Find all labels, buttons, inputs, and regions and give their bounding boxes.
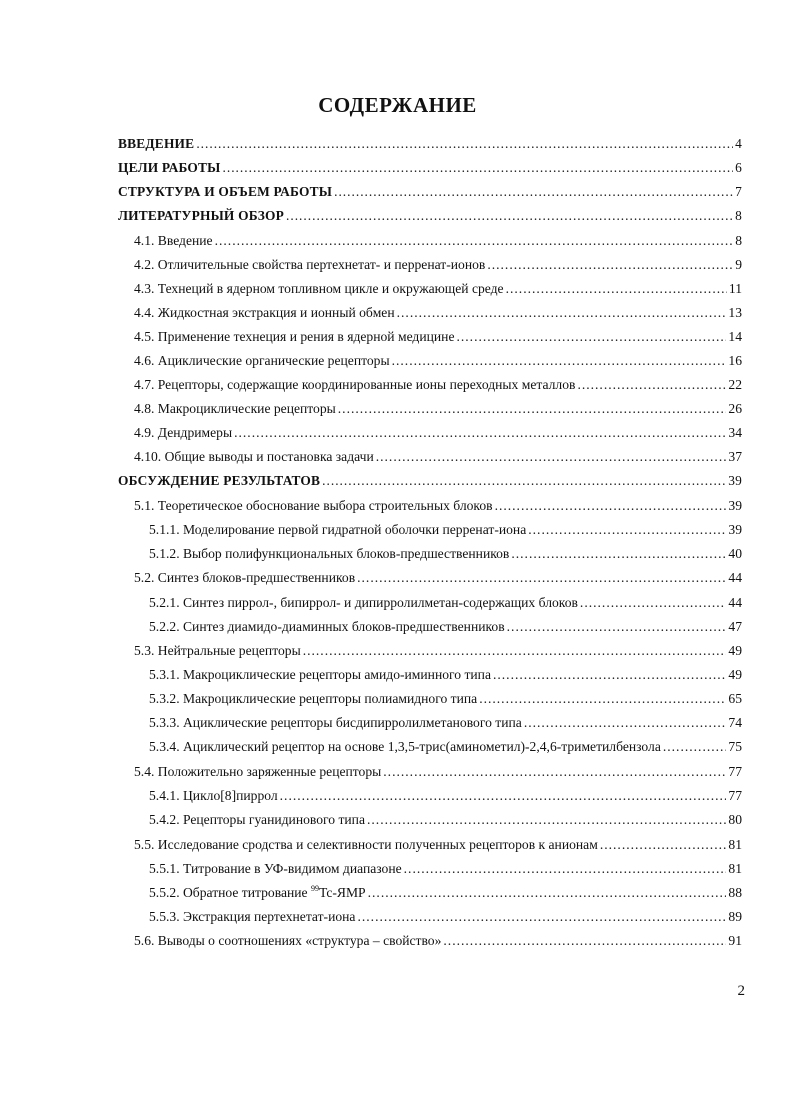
toc-label: 4.5. Применение технеция и рения в ядерной медицине: [134, 329, 455, 344]
toc-section: [134, 642, 742, 660]
toc-page-number: 6: [735, 160, 742, 175]
toc-page-number: 81: [728, 861, 742, 876]
toc-label: 4.8. Макроциклические рецепторы: [134, 401, 336, 416]
toc-subsection: [149, 690, 742, 708]
toc-label: 5.3. Нейтральные рецепторы: [134, 643, 301, 658]
toc-subsection: [149, 884, 742, 902]
dot-leader: [338, 400, 727, 418]
dot-leader: [383, 763, 726, 781]
dot-leader: [368, 884, 727, 902]
dot-leader: [507, 618, 727, 636]
toc-section: [134, 400, 742, 418]
toc-section: [134, 280, 742, 298]
toc-page-number: 14: [728, 329, 742, 344]
toc-subsection: [149, 738, 742, 756]
dot-leader: [663, 738, 727, 756]
toc-page-number: 39: [728, 498, 742, 513]
toc-subsection: [149, 787, 742, 805]
toc-section: [134, 763, 742, 781]
page-title: СОДЕРЖАНИЕ: [318, 93, 477, 117]
toc-page-number: 88: [728, 885, 742, 900]
toc-subsection: [149, 618, 742, 636]
toc-page-number: 26: [728, 401, 742, 416]
toc-chapter: [118, 183, 742, 201]
toc-label-text: 5.5.2. Обратное титрование: [149, 885, 311, 900]
toc-subsection: [149, 545, 742, 563]
page-number: 2: [737, 983, 745, 999]
toc-page-number: 39: [728, 522, 742, 537]
toc-page-number: 65: [728, 691, 742, 706]
toc-label: 4.2. Отличительные свойства пертехнетат- и перренат-ионов: [134, 257, 486, 272]
dot-leader: [443, 932, 726, 950]
toc-page-number: 4: [735, 136, 742, 151]
toc-section: [134, 328, 742, 346]
toc-chapter: [118, 207, 742, 225]
dot-leader: [322, 472, 726, 490]
toc-label: 5.5.1. Титрование в УФ-видимом диапазоне: [149, 861, 402, 876]
dot-leader: [280, 787, 727, 805]
dot-leader: [357, 569, 726, 587]
dot-leader: [234, 424, 726, 442]
dot-leader: [495, 497, 727, 515]
toc-label: 5.1.1. Моделирование первой гидратной оболочки перренат-иона: [149, 522, 527, 537]
toc-page-number: 22: [728, 377, 742, 392]
toc-page-number: 81: [728, 837, 742, 852]
toc-page-number: 47: [728, 619, 742, 634]
dot-leader: [357, 908, 726, 926]
toc-section: [134, 497, 742, 515]
toc-label: ОБСУЖДЕНИЕ РЕЗУЛЬТАТОВ: [118, 473, 321, 488]
toc-page-number: 11: [728, 281, 742, 296]
toc-page-number: 80: [728, 812, 742, 827]
dot-leader: [487, 256, 733, 274]
toc-label: 5.4. Положительно заряженные рецепторы: [134, 764, 382, 779]
dot-leader: [528, 521, 726, 539]
toc-page-number: 44: [728, 570, 742, 585]
toc-section: [134, 569, 742, 587]
toc-label: 5.4.1. Цикло[8]пиррол: [149, 788, 278, 803]
toc-label: СТРУКТУРА И ОБЪЕМ РАБОТЫ: [118, 184, 333, 199]
toc-label: 4.6. Ациклические органические рецепторы: [134, 353, 390, 368]
toc-subsection: [149, 521, 742, 539]
toc-page-number: 77: [728, 764, 742, 779]
toc-label: 5.3.2. Макроциклические рецепторы полиамидного типа: [149, 691, 478, 706]
dot-leader: [215, 232, 734, 250]
toc-page-number: 16: [728, 353, 742, 368]
toc-page-number: 91: [728, 933, 742, 948]
dot-leader: [404, 860, 727, 878]
toc-page-number: 37: [728, 449, 742, 464]
toc-page-number: 8: [735, 208, 742, 223]
dot-leader: [577, 376, 726, 394]
toc-chapter: [118, 472, 742, 490]
toc-label: 5.4.2. Рецепторы гуанидинового типа: [149, 812, 365, 827]
dot-leader: [479, 690, 726, 708]
toc-subsection: [149, 594, 742, 612]
toc-label: 5.5. Исследование сродства и селективности полученных рецепторов к анионам: [134, 837, 598, 852]
toc-label: [149, 884, 366, 902]
toc-label: 5.1.2. Выбор полифункциональных блоков-предшественников: [149, 546, 510, 561]
isotope-superscript: 99: [310, 884, 319, 893]
toc-label: 5.1. Теоретическое обоснование выбора строительных блоков: [134, 498, 493, 513]
toc-page-number: 49: [728, 667, 742, 682]
toc-page-number: 49: [728, 643, 742, 658]
toc-page-number: 77: [728, 788, 742, 803]
toc-subsection: [149, 811, 742, 829]
toc-section: [134, 932, 742, 950]
toc-chapter: [118, 135, 742, 153]
dot-leader: [456, 328, 726, 346]
dot-leader: [334, 183, 733, 201]
toc-label: 5.2.2. Синтез диамидо-диаминных блоков-предшественников: [149, 619, 505, 634]
toc-subsection: [149, 714, 742, 732]
toc-label: 5.5.3. Экстракция пертехнетат-иона: [149, 909, 356, 924]
toc-label: 4.4. Жидкостная экстракция и ионный обмен: [134, 305, 395, 320]
toc-section: [134, 304, 742, 322]
toc-label: 5.3.1. Макроциклические рецепторы амидо-иминного типа: [149, 667, 491, 682]
dot-leader: [511, 545, 726, 563]
dot-leader: [303, 642, 727, 660]
toc-section: [134, 352, 742, 370]
toc-section: [134, 232, 742, 250]
toc-label: ВВЕДЕНИЕ: [118, 136, 195, 151]
toc-page-number: 44: [728, 595, 742, 610]
toc-section: [134, 836, 742, 854]
toc-label: 4.3. Технеций в ядерном топливном цикле и окружающей среде: [134, 281, 504, 296]
toc-section: [134, 256, 742, 274]
toc-page-number: 7: [735, 184, 742, 199]
dot-leader: [196, 135, 733, 153]
dot-leader: [376, 448, 727, 466]
toc-page-number: 75: [728, 739, 742, 754]
toc-section: [134, 376, 742, 394]
toc-label: 5.2. Синтез блоков-предшественников: [134, 570, 356, 585]
toc-page-number: 8: [735, 233, 742, 248]
toc-section: [134, 448, 742, 466]
dot-leader: [367, 811, 726, 829]
toc-label: 4.9. Дендримеры: [134, 425, 233, 440]
toc-page-number: 34: [728, 425, 742, 440]
toc-label: 4.7. Рецепторы, содержащие координированные ионы переходных металлов: [134, 377, 576, 392]
toc-subsection: [149, 908, 742, 926]
toc-page-number: 9: [735, 257, 742, 272]
toc-page-number: 13: [728, 305, 742, 320]
toc-label: 4.10. Общие выводы и постановка задачи: [134, 449, 374, 464]
dot-leader: [223, 159, 734, 177]
dot-leader: [286, 207, 733, 225]
toc-page-number: 74: [728, 715, 742, 730]
dot-leader: [493, 666, 726, 684]
toc-subsection: [149, 666, 742, 684]
toc-chapter: [118, 159, 742, 177]
dot-leader: [524, 714, 727, 732]
toc-subsection: [149, 860, 742, 878]
toc-section: [134, 424, 742, 442]
toc-page-number: 39: [728, 473, 742, 488]
toc-label: 5.2.1. Синтез пиррол-, бипиррол- и дипирролилметан-содержащих блоков: [149, 595, 578, 610]
toc-page-number: 40: [728, 546, 742, 561]
toc-label: ЛИТЕРАТУРНЫЙ ОБЗОР: [118, 208, 285, 223]
toc-label: ЦЕЛИ РАБОТЫ: [118, 160, 221, 175]
toc-label: 4.1. Введение: [134, 233, 213, 248]
toc-label-text: Tc-ЯМР: [318, 885, 366, 900]
toc-label: 5.6. Выводы о соотношениях «структура – свойство»: [134, 933, 442, 948]
toc-page-number: 89: [728, 909, 742, 924]
dot-leader: [506, 280, 727, 298]
toc-label: 5.3.3. Ациклические рецепторы бисдипирролилметанового типа: [149, 715, 522, 730]
toc-label: 5.3.4. Ациклический рецептор на основе 1,3,5-трис(аминометил)-2,4,6-триметилбензола: [149, 739, 661, 754]
dot-leader: [600, 836, 727, 854]
dot-leader: [580, 594, 726, 612]
dot-leader: [397, 304, 727, 322]
dot-leader: [392, 352, 727, 370]
